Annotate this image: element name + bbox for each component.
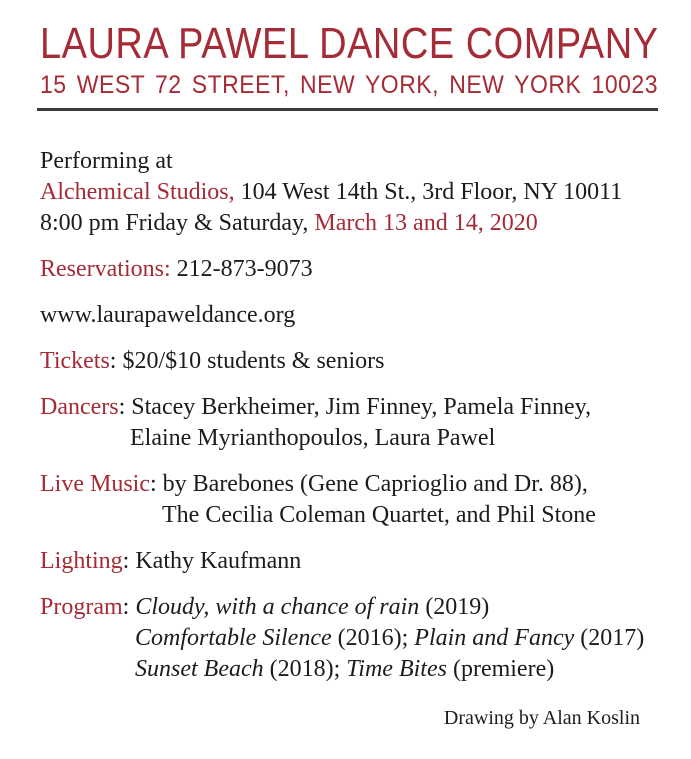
program-line-3 — [135, 654, 658, 685]
performance-dates: March 13 and 14, 2020 — [314, 210, 538, 236]
program-block — [40, 592, 658, 685]
program-colon: : — [122, 594, 136, 620]
live-music-text-1: : by Barebones (Gene Caprioglio and Dr. 88), — [149, 471, 588, 497]
website-url: www.laurapaweldance.org — [40, 302, 296, 328]
program-label: Program — [40, 594, 123, 620]
header — [40, 19, 659, 111]
flyer-body — [40, 146, 658, 730]
program-title-cloudy: Cloudy, with a chance of rain — [135, 594, 420, 620]
datetime-prefix: 8:00 pm Friday & Saturday, — [40, 210, 315, 236]
tickets-value: : $20/$10 students & seniors — [109, 348, 385, 374]
live-music-line-2 — [162, 500, 658, 531]
live-music-label: Live Music — [40, 471, 150, 497]
tickets-line — [40, 346, 658, 377]
website-line — [40, 300, 658, 331]
venue-name: Alchemical Studios, — [40, 179, 235, 205]
program-year-2019: (2019) — [419, 594, 490, 620]
performance-block — [40, 146, 658, 239]
venue-address: 104 West 14th St., 3rd Floor, NY 10011 — [234, 179, 623, 205]
lighting-value: : Kathy Kaufmann — [122, 548, 302, 574]
live-music-block — [40, 469, 658, 531]
program-premiere-note: (premiere) — [446, 656, 555, 682]
lighting-line — [40, 546, 658, 577]
program-title-plain-and-fancy: Plain and Fancy — [414, 625, 575, 651]
program-title-time-bites: Time Bites — [346, 656, 447, 682]
reservations-line — [40, 254, 658, 285]
program-line-2 — [135, 623, 658, 654]
header-rule — [37, 108, 658, 111]
program-year-2017: (2017) — [574, 625, 645, 651]
program-line-1 — [40, 592, 658, 623]
reservations-label: Reservations: — [40, 256, 171, 282]
dancers-names-1: : Stacey Berkheimer, Jim Finney, Pamela Finney, — [118, 394, 592, 420]
website-block — [40, 300, 658, 331]
dancers-line-1 — [40, 392, 658, 423]
reservations-phone: 212-873-9073 — [170, 256, 313, 282]
performing-at-text: Performing at — [40, 148, 173, 174]
tickets-label: Tickets — [40, 348, 110, 374]
live-music-text-2: The Cecilia Coleman Quartet, and Phil Stone — [162, 502, 596, 528]
date-line — [40, 208, 658, 239]
program-year-2018: (2018); — [263, 656, 347, 682]
program-year-2016: (2016); — [331, 625, 415, 651]
lighting-label: Lighting — [40, 548, 123, 574]
program-title-comfortable-silence: Comfortable Silence — [135, 625, 332, 651]
drawing-credit: Drawing by Alan Koslin — [443, 707, 640, 729]
lighting-block — [40, 546, 658, 577]
performing-at-line — [40, 146, 658, 177]
company-name: LAURA PAWEL DANCE COMPANY — [40, 19, 659, 69]
tickets-block — [40, 346, 658, 377]
dancers-block — [40, 392, 658, 454]
dancers-label: Dancers — [40, 394, 119, 420]
dancers-names-2: Elaine Myrianthopoulos, Laura Pawel — [130, 425, 496, 451]
company-address: 15 WEST 72 STREET, NEW YORK, NEW YORK 10023 — [40, 69, 658, 99]
venue-line — [40, 177, 658, 208]
live-music-line-1 — [40, 469, 658, 500]
reservations-block — [40, 254, 658, 285]
dancers-line-2 — [130, 423, 658, 454]
program-title-sunset-beach: Sunset Beach — [135, 656, 264, 682]
